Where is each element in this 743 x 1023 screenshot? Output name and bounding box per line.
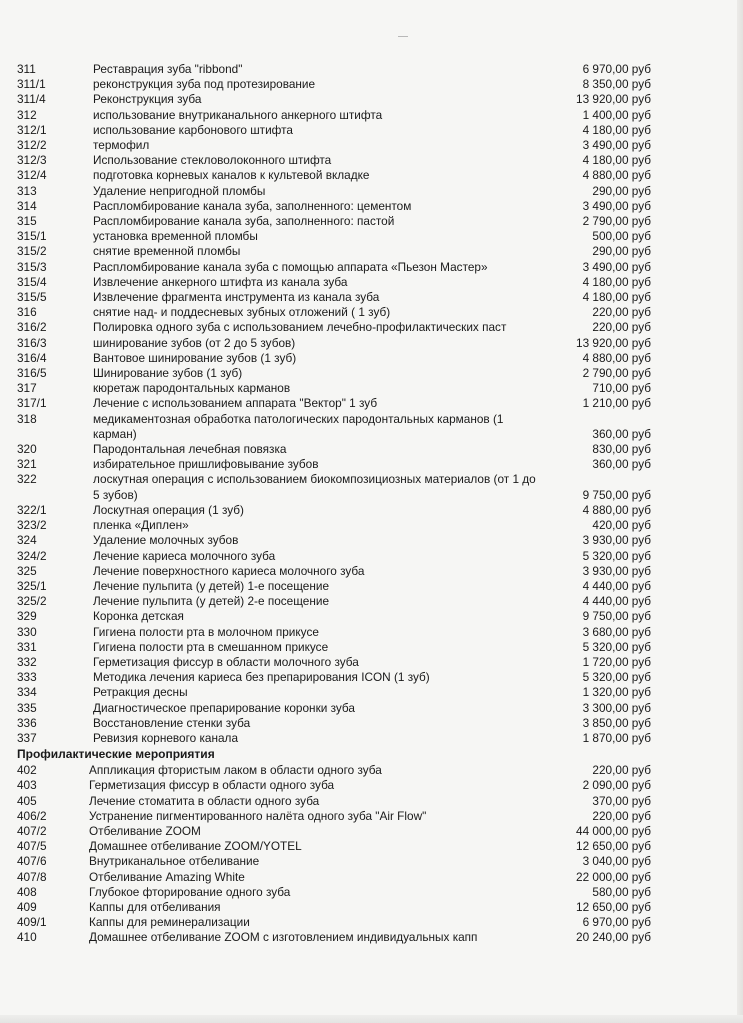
service-code: 335 [17,700,37,715]
service-price: 360,00 руб [592,426,651,441]
price-row [17,214,657,229]
service-price: 3 930,00 руб [582,563,651,578]
price-list [17,62,657,946]
service-name: Каппы для отбеливания [89,899,221,914]
service-code: 408 [17,884,37,899]
service-code: 311/4 [17,92,46,107]
price-row [17,640,657,655]
price-row [17,655,657,670]
service-name: избирательное пришлифовывание зубов [93,457,319,472]
price-row [17,670,657,685]
section-heading [17,746,657,763]
price-row [17,320,657,335]
service-code: 322/1 [17,502,47,517]
service-name: пленка «Диплен» [93,518,189,533]
service-name: Коронка детская [93,609,184,624]
service-price: 4 880,00 руб [582,350,651,365]
price-row [17,381,657,396]
service-price: 220,00 руб [592,808,651,823]
service-code: 312/1 [17,122,47,137]
service-code: 407/6 [17,854,47,869]
service-name: Восстановление стенки зуба [93,715,251,730]
service-name: Распломбирование канала зуба, заполненного: цементом [93,198,412,213]
price-row [17,685,657,700]
price-row [17,518,657,533]
service-name: Аппликация фтористым лаком в области одного зуба [89,763,382,778]
service-price: 1 320,00 руб [582,685,651,700]
service-name: Удаление молочных зубов [93,533,239,548]
service-code: 324/2 [17,548,47,563]
price-row [17,731,657,746]
price-row [17,199,657,214]
service-name: медикаментозная обработка патологических пародонтальных карманов (1 карман) [93,411,504,441]
service-code: 402 [17,763,37,778]
service-name: использование карбонового штифта [93,122,293,137]
price-row [17,290,657,305]
service-price: 3 490,00 руб [582,138,651,153]
service-price: 830,00 руб [592,442,651,457]
service-price: 3 490,00 руб [582,198,651,213]
service-code: 410 [17,930,37,945]
service-name: Гигиена полости рта в смешанном прикусе [93,639,329,654]
service-name: Распломбирование канала зуба с помощью аппарата «Пьезон Мастер» [93,259,488,274]
price-row [17,396,657,411]
price-row [17,168,657,183]
service-price: 290,00 руб [592,183,651,198]
price-row [17,930,657,945]
service-name: Извлечение анкерного штифта из канала зуба [93,274,348,289]
service-name: подготовка корневых каналов к культевой вкладке [93,168,370,183]
service-price: 4 880,00 руб [582,502,651,517]
service-name: шинирование зубов (от 2 до 5 зубов) [93,335,296,350]
price-row [17,442,657,457]
service-code: 312/2 [17,138,47,153]
service-name: Ретракция десны [93,685,188,700]
price-row [17,336,657,351]
service-code: 316/3 [17,335,47,350]
price-row [17,153,657,168]
price-row [17,275,657,290]
service-price: 360,00 руб [592,457,651,472]
service-name: Реставрация зуба "ribbond" [93,62,243,76]
service-name: снятие временной пломбы [93,244,241,259]
service-name: Шинирование зубов (1 зуб) [93,366,243,381]
service-name: Распломбирование канала зуба, заполненного: пастой [93,214,395,229]
price-row [17,184,657,199]
service-name: Лечение стоматита в области одного зуба [89,793,320,808]
service-code: 324 [17,533,37,548]
price-row [17,138,657,153]
service-code: 317/1 [17,396,47,411]
price-row [17,885,657,900]
service-code: 331 [17,639,37,654]
service-name: Внутриканальное отбеливание [89,854,260,869]
price-row [17,915,657,930]
service-name: Методика лечения кариеса без препарирования ICON (1 зуб) [93,670,430,685]
service-code: 334 [17,685,37,700]
service-price: 9 750,00 руб [582,487,651,502]
service-price: 3 040,00 руб [582,854,651,869]
service-price: 4 440,00 руб [582,594,651,609]
price-row [17,244,657,259]
service-price: 4 180,00 руб [582,122,651,137]
service-price: 4 440,00 руб [582,578,651,593]
preventive-services-group [17,763,657,945]
service-code: 329 [17,609,37,624]
service-name: лоскутная операция с использованием биокомпозициозных материалов (от 1 до 5 зубов) [93,472,536,502]
service-name: Лечение пульпита (у детей) 2-е посещение [93,594,330,609]
service-price: 3 300,00 руб [582,700,651,715]
service-price: 6 970,00 руб [582,915,651,930]
service-price: 2 790,00 руб [582,366,651,381]
service-name: Домашнее отбеливание ZOOM с изготовлением индивидуальных капп [89,930,478,945]
price-row [17,824,657,839]
service-code: 318 [17,411,37,426]
price-row [17,564,657,579]
dental-services-group [17,62,657,746]
price-row [17,123,657,138]
service-name: установка временной пломбы [93,229,258,244]
service-price: 2 790,00 руб [582,214,651,229]
scan-mark [398,36,408,37]
price-row [17,549,657,564]
service-price: 22 000,00 руб [576,869,651,884]
service-name: Устранение пигментированного налёта одного зуба "Air Flow" [89,808,427,823]
service-name: Герметизация фиссур в области одного зуба [89,778,335,793]
service-code: 333 [17,670,37,685]
price-row [17,716,657,731]
price-row [17,62,657,77]
service-code: 407/2 [17,823,47,838]
service-code: 407/5 [17,839,47,854]
service-price: 6 970,00 руб [582,62,651,76]
service-name: Использование стекловолоконного штифта [93,153,332,168]
service-code: 407/8 [17,869,47,884]
service-price: 8 350,00 руб [582,77,651,92]
service-name: термофил [93,138,150,153]
service-price: 5 320,00 руб [582,548,651,563]
service-price: 1 720,00 руб [582,654,651,669]
service-name: Лечение поверхностного кариеса молочного зуба [93,563,365,578]
service-code: 311/1 [17,77,46,92]
price-row [17,794,657,809]
service-price: 4 880,00 руб [582,168,651,183]
price-row [17,609,657,624]
service-price: 710,00 руб [592,381,651,396]
service-code: 315/4 [17,274,47,289]
service-price: 290,00 руб [592,244,651,259]
price-row [17,457,657,472]
service-code: 315 [17,214,37,229]
service-price: 3 850,00 руб [582,715,651,730]
service-code: 325/1 [17,578,47,593]
price-row [17,92,657,107]
service-price: 220,00 руб [592,763,651,778]
service-name: Извлечение фрагмента инструмента из канала зуба [93,290,380,305]
service-name: Лоскутная операция (1 зуб) [93,502,244,517]
service-name: Лечение с использованием аппарата "Вектор" 1 зуб [93,396,378,411]
price-row [17,472,657,502]
service-code: 325 [17,563,37,578]
service-price: 13 920,00 руб [576,92,651,107]
service-code: 337 [17,730,37,745]
service-code: 405 [17,793,37,808]
service-price: 3 490,00 руб [582,259,651,274]
service-name: Лечение кариеса молочного зуба [93,548,276,563]
service-name: Отбеливание Amazing White [89,869,245,884]
price-row [17,351,657,366]
service-price: 370,00 руб [592,793,651,808]
service-name: снятие над- и поддесневых зубных отложений ( 1 зуб) [93,305,391,320]
page-edge-bottom [0,1015,743,1023]
service-price: 500,00 руб [592,229,651,244]
service-code: 311 [17,62,36,76]
service-code: 313 [17,183,37,198]
price-row [17,854,657,869]
service-price: 9 750,00 руб [582,609,651,624]
price-row [17,305,657,320]
price-row [17,108,657,123]
service-name: использование внутриканального анкерного штифта [93,107,383,122]
service-price: 12 650,00 руб [576,899,651,914]
service-name: Удаление непригодной пломбы [93,183,266,198]
service-price: 2 090,00 руб [582,778,651,793]
service-code: 320 [17,442,37,457]
service-name: Полировка одного зуба с использованием лечебно-профилактических паст [93,320,507,335]
service-code: 312/4 [17,168,47,183]
service-code: 312/3 [17,153,47,168]
service-price: 1 210,00 руб [582,396,651,411]
service-price: 1 400,00 руб [582,107,651,122]
price-row [17,77,657,92]
service-name: Глубокое фторирование одного зуба [89,884,291,899]
service-name: Ревизия корневого канала [93,730,239,745]
service-price: 1 870,00 руб [582,730,651,745]
service-price: 3 680,00 руб [582,624,651,639]
service-price: 420,00 руб [592,518,651,533]
service-code: 316/2 [17,320,47,335]
service-code: 336 [17,715,37,730]
price-row [17,763,657,778]
service-code: 316 [17,305,37,320]
service-name: Отбеливание ZOOM [89,823,201,838]
section-title: Профилактические мероприятия [17,747,215,762]
price-row [17,778,657,793]
service-code: 322 [17,472,37,487]
service-code: 409 [17,899,37,914]
service-code: 406/2 [17,808,47,823]
service-code: 316/5 [17,366,47,381]
service-price: 13 920,00 руб [576,335,651,350]
price-row [17,229,657,244]
service-code: 315/2 [17,244,47,259]
service-code: 330 [17,624,37,639]
service-code: 332 [17,654,37,669]
service-price: 44 000,00 руб [576,823,651,838]
price-row [17,579,657,594]
price-row [17,839,657,854]
service-price: 5 320,00 руб [582,639,651,654]
service-name: Вантовое шинирование зубов (1 зуб) [93,350,297,365]
price-row [17,625,657,640]
service-code: 317 [17,381,37,396]
service-price: 580,00 руб [592,884,651,899]
service-code: 316/4 [17,350,47,365]
price-row [17,533,657,548]
service-code: 315/1 [17,229,47,244]
service-price: 3 930,00 руб [582,533,651,548]
service-code: 315/3 [17,259,47,274]
price-row [17,594,657,609]
service-price: 4 180,00 руб [582,153,651,168]
service-price: 12 650,00 руб [576,839,651,854]
service-code: 321 [17,457,37,472]
service-name: Каппы для реминерализации [89,915,250,930]
service-name: Герметизация фиссур в области молочного зуба [93,654,359,669]
service-price: 20 240,00 руб [576,930,651,945]
price-row [17,900,657,915]
service-name: Реконструкция зуба [93,92,202,107]
service-price: 4 180,00 руб [582,274,651,289]
service-name: реконструкция зуба под протезирование [93,77,316,92]
service-name: Лечение пульпита (у детей) 1-е посещение [93,578,330,593]
service-price: 5 320,00 руб [582,670,651,685]
price-row [17,366,657,381]
service-name: Гигиена полости рта в молочном прикусе [93,624,319,639]
price-row [17,701,657,716]
service-name: Домашнее отбеливание ZOOM/YOTEL [89,839,302,854]
price-row [17,809,657,824]
service-price: 220,00 руб [592,305,651,320]
service-name: Диагностическое препарирование коронки зуба [93,700,355,715]
service-code: 314 [17,198,37,213]
service-code: 315/5 [17,290,47,305]
service-code: 409/1 [17,915,47,930]
price-row [17,412,657,442]
page-edge-right [737,0,743,1023]
service-price: 4 180,00 руб [582,290,651,305]
service-code: 403 [17,778,37,793]
service-name: кюретаж пародонтальных карманов [93,381,291,396]
service-name: Пародонтальная лечебная повязка [93,442,287,457]
price-row [17,503,657,518]
service-code: 325/2 [17,594,47,609]
service-code: 312 [17,107,37,122]
service-price: 220,00 руб [592,320,651,335]
price-row [17,870,657,885]
service-code: 323/2 [17,518,47,533]
price-row [17,260,657,275]
